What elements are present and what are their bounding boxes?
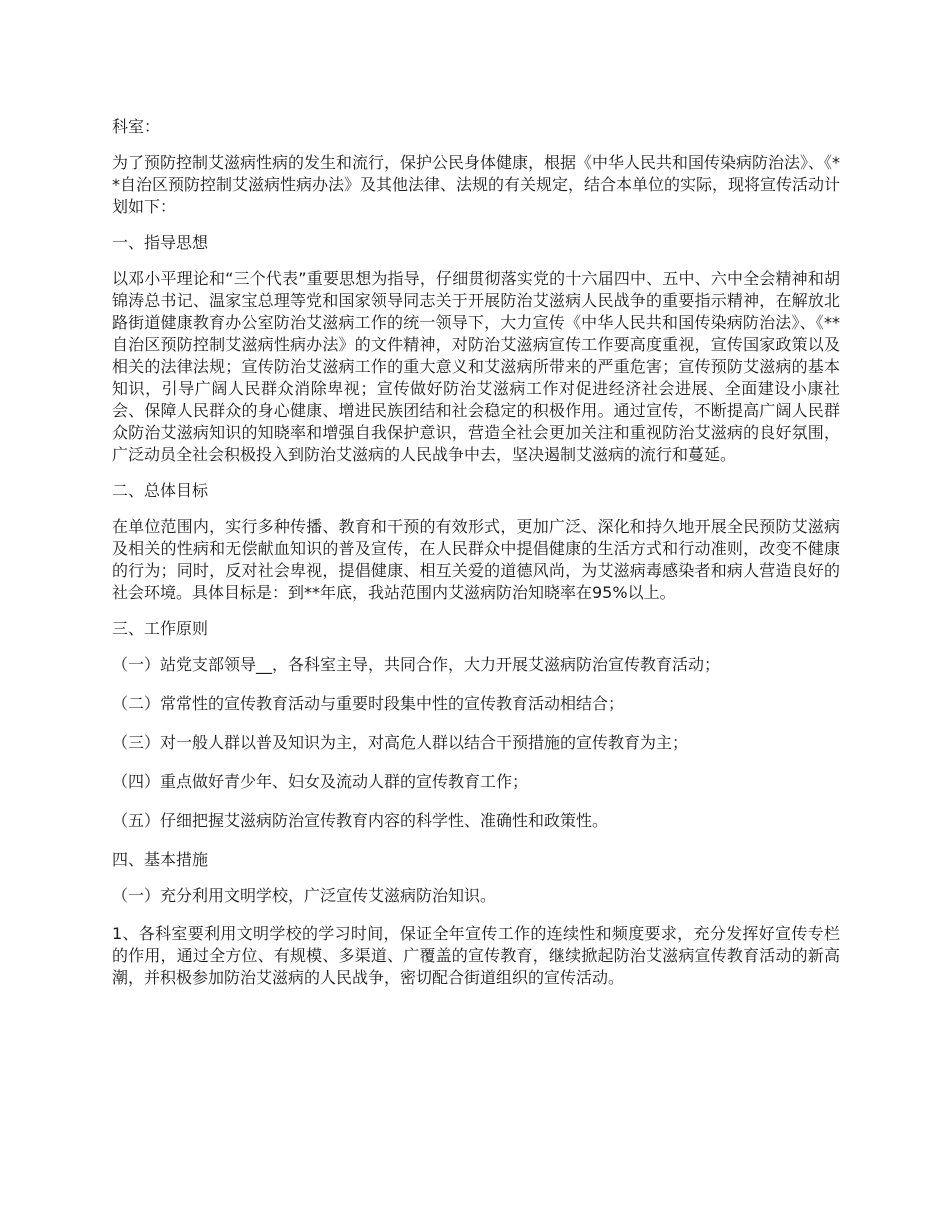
salutation: 科室：	[112, 117, 161, 136]
document-page	[112, 116, 840, 1003]
section-heading-overall-goal: 二、总体目标	[112, 481, 209, 500]
section-body-guiding-ideology: 以邓小平理论和“三个代表”重要思想为指导，仔细贯彻落实党的十六届四中、五中、六中全会精神和胡锦涛总书记、温家宝总理等党和国家领导同志关于开展防治艾滋病人民战争的重要指示精神，在解放北路街道健康教育办公室防治艾滋病工作的统一领导下，大力宣传《中华人民共和国传染病防治法》、《**自治区预防控制艾滋病性病办法》的文件精神，对防治艾滋病宣传工作要高度重视，宣传国家政策以及相关的法律法规；宣传防治艾滋病工作的重大意义和艾滋病所带来的严重危害；宣传预防艾滋病的基本知识，引导广阔人民群众消除卑视；宣传做好防治艾滋病工作对促进经济社会进展、全面建设小康社会、保障人民群众的身心健康、增进民族团结和社会稳定的积极作用。通过宣传，不断提高广阔人民群众防治艾滋病知识的知晓率和增强自我保护意识，营造全社会更加关注和重视防治艾滋病的良好氛围，广泛动员全社会积极投入到防治艾滋病的人民战争中去，坚决遏制艾滋病的流行和蔓延。	[112, 269, 840, 464]
principle-item: （四）重点做好青少年、妇女及流动人群的宣传教育工作；	[112, 772, 529, 791]
principle-item: （一）站党支部领导__，各科室主导，共同合作，大力开展艾滋病防治宣传教育活动；	[112, 655, 721, 674]
measure-subheading: （一）充分利用文明学校，广泛宣传艾滋病防治知识。	[112, 886, 497, 905]
section-heading-guiding-ideology: 一、指导思想	[112, 233, 209, 252]
section-body-overall-goal: 在单位范围内，实行多种传播、教育和干预的有效形式，更加广泛、深化和持久地开展全民预防艾滋病及相关的性病和无偿献血知识的普及宣传，在人民群众中提倡健康的生活方式和行动准则，改变不健康的行为；同时，反对社会卑视，提倡健康、相互关爱的道德风尚，为艾滋病毒感染者和病人营造良好的社会环境。具体目标是：到**年底，我站范围内艾滋病防治知晓率在95%以上。	[112, 517, 840, 602]
intro-paragraph: 为了预防控制艾滋病性病的发生和流行，保护公民身体健康，根据《中华人民共和国传染病防治法》、《**自治区预防控制艾滋病性病办法》及其他法律、法规的有关规定，结合本单位的实际，现将宣传活动计划如下：	[112, 153, 841, 216]
principle-item: （五）仔细把握艾滋病防治宣传教育内容的科学性、准确性和政策性。	[112, 811, 609, 830]
section-heading-basic-measures: 四、基本措施	[112, 850, 209, 869]
principle-item: （三）对一般人群以普及知识为主，对高危人群以结合干预措施的宣传教育为主；	[112, 733, 689, 752]
principle-item: （二）常常性的宣传教育活动与重要时段集中性的宣传教育活动相结合；	[112, 694, 625, 713]
section-heading-work-principles: 三、工作原则	[112, 619, 209, 638]
measure-point: 1、各科室要利用文明学校的学习时间，保证全年宣传工作的连续性和频度要求，充分发挥好宣传专栏的作用，通过全方位、有规模、多渠道、广覆盖的宣传教育，继续掀起防治艾滋病宣传教育活动的新高潮，并积极参加防治艾滋病的人民战争，密切配合街道组织的宣传活动。	[112, 924, 840, 987]
